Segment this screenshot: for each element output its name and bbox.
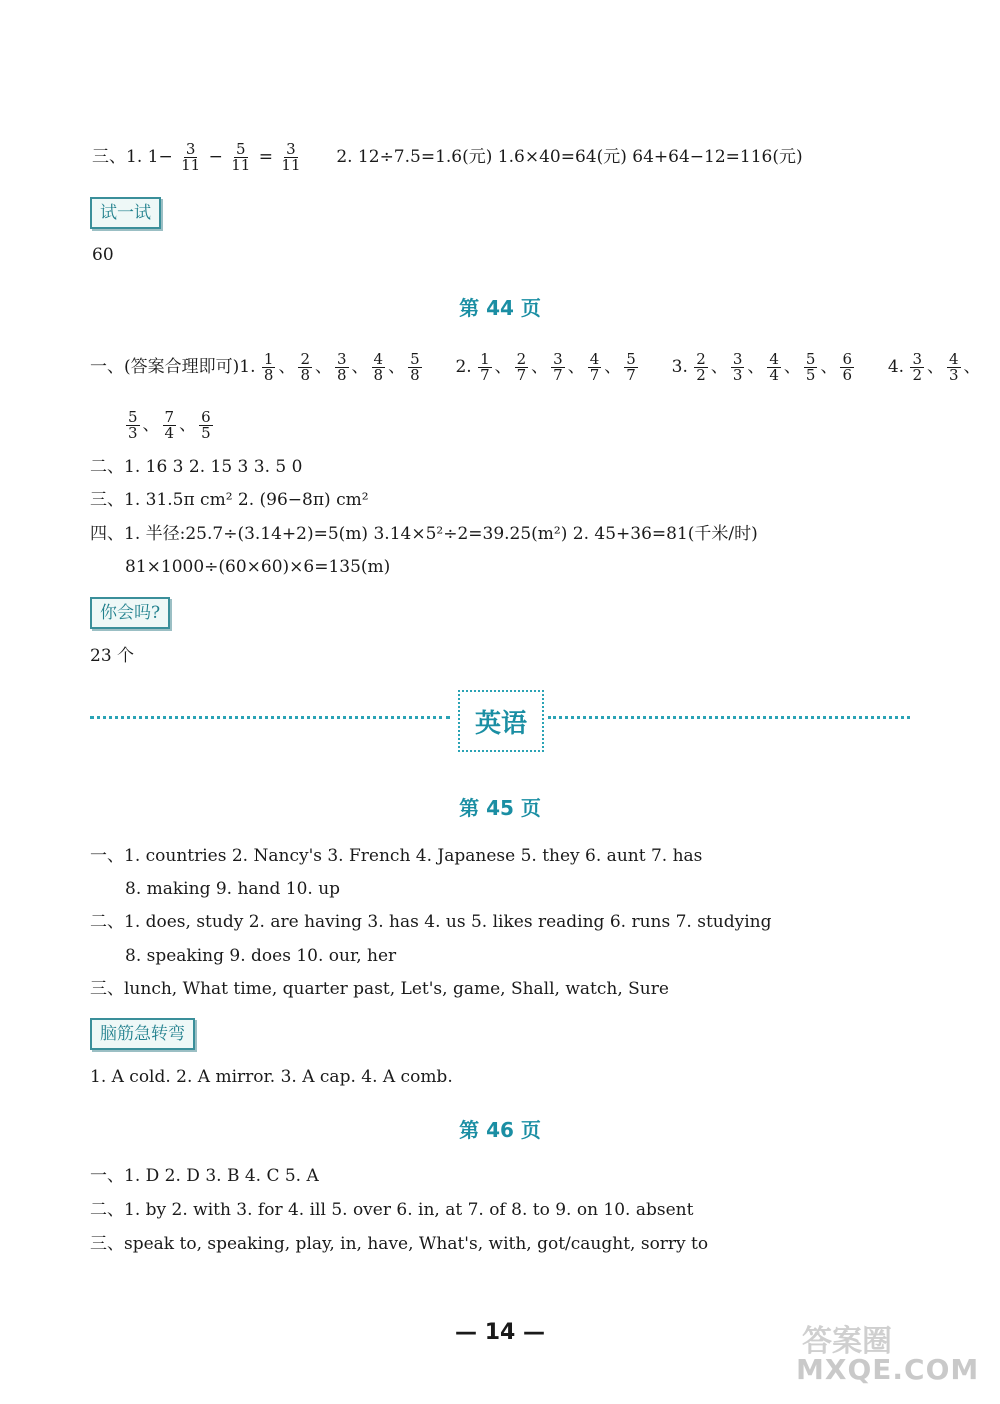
fraction: $\frac{5}{11}$ [231, 140, 251, 174]
watermark-url: MXQE.COM [796, 1353, 980, 1386]
p45-er-line1: 二、1. does, study 2. are having 3. has 4. us 5. likes reading 6. runs 7. studying [90, 912, 772, 932]
fraction: $\frac{4}{3}$ [949, 350, 959, 384]
english-subject-badge: 英语 [458, 690, 544, 752]
p45-yi-line1: 一、1. countries 2. Nancy's 3. French 4. Japanese 5. they 6. aunt 7. has [90, 846, 703, 866]
san-rest: 2. 12÷7.5=1.6(元) 1.6×40=64(元) 64+64−12=116(元) [336, 147, 803, 167]
p44-san: 三、1. 31.5π cm² 2. (96−8π) cm² [90, 490, 369, 510]
try-it-answer: 60 [92, 245, 114, 265]
minus-sign: − [208, 147, 223, 167]
fraction: $\frac{1}{7}$ [480, 350, 490, 384]
fraction: $\frac{4}{4}$ [769, 350, 779, 384]
equals-sign: = [258, 147, 273, 167]
page-46-title: 第 46 页 [459, 1118, 541, 1142]
p45-er-line2: 8. speaking 9. does 10. our, her [125, 946, 397, 966]
divider-right [548, 716, 910, 719]
riddle-box: 脑筋急转弯 [90, 1018, 195, 1050]
page-number: — 14 — [455, 1320, 545, 1345]
watermark-logo: 答案圈 [802, 1324, 892, 1359]
p44-yi-line1: 一、(答案合理即可)1. $\frac{1}{8}$ 、 $\frac{2}{8}$ 、 $\frac{3}{8}$ 、 $\frac{4}{8}$ 、 $\frac{5}{8}$ 2. $\frac{1}{7}$ 、 $\frac{2}{7}$ 、 $\frac{3}{7}$ 、 $\frac{4}{7}$ 、 $\frac{5}{7}$ 3. $\frac{2}{2}$ 、 $\frac{3}{3}$ 、 $\frac{4}{4}$ 、 $\frac{5}{5}$ 、 $\frac{6}{6}$ 4. $\frac{3}{2}$ 、 $\frac{4}{3}$ 、 [90, 350, 981, 384]
p46-san: 三、speak to, speaking, play, in, have, What's, with, got/caught, sorry to [90, 1234, 709, 1254]
q3-label: 3. [671, 357, 688, 377]
fraction: $\frac{1}{8}$ [263, 350, 274, 384]
try-it-box: 试一试 [90, 197, 161, 229]
fraction: $\frac{6}{5}$ [201, 408, 211, 442]
p44-si-line2: 81×1000÷(60×60)×6=135(m) [125, 557, 391, 577]
fraction: $\frac{5}{7}$ [626, 350, 636, 384]
riddle-answer: 1. A cold. 2. A mirror. 3. A cap. 4. A comb. [90, 1067, 453, 1087]
p44-yi-line2: $\frac{5}{3}$ 、 $\frac{7}{4}$ 、 $\frac{6}{5}$ [128, 408, 211, 442]
know-answer: 23 个 [90, 646, 135, 666]
fraction: $\frac{3}{2}$ [912, 350, 922, 384]
fraction: $\frac{2}{8}$ [300, 350, 310, 384]
p45-san: 三、lunch, What time, quarter past, Let's, game, Shall, watch, Sure [90, 979, 669, 999]
p46-yi: 一、1. D 2. D 3. B 4. C 5. A [90, 1166, 319, 1186]
q4-label: 4. [887, 357, 905, 377]
fraction: $\frac{4}{7}$ [589, 350, 600, 384]
page-44-title: 第 44 页 [459, 296, 541, 320]
fraction: $\frac{2}{2}$ [696, 350, 706, 384]
fraction: $\frac{4}{8}$ [373, 350, 384, 384]
yi-prefix: 一、(答案合理即可)1. [90, 357, 256, 377]
q2-label: 2. [455, 357, 472, 377]
know-box: 你会吗? [90, 597, 170, 629]
fraction: $\frac{7}{4}$ [164, 408, 175, 442]
san-label: 三、1. 1− [92, 147, 173, 167]
fraction: $\frac{3}{7}$ [553, 350, 563, 384]
p45-yi-line2: 8. making 9. hand 10. up [125, 879, 341, 899]
page-45-title: 第 45 页 [459, 796, 541, 820]
fraction: $\frac{2}{7}$ [516, 350, 527, 384]
fraction: $\frac{3}{11}$ [181, 140, 201, 174]
fraction: $\frac{6}{6}$ [842, 350, 852, 384]
watermark [792, 1316, 982, 1386]
fraction: $\frac{5}{8}$ [410, 350, 420, 384]
p44-si-line1: 四、1. 半径:25.7÷(3.14+2)=5(m) 3.14×5²÷2=39.25(m²) 2. 45+36=81(千米/时) [90, 524, 758, 544]
p46-er: 二、1. by 2. with 3. for 4. ill 5. over 6. in, at 7. of 8. to 9. on 10. absent [90, 1200, 694, 1220]
fraction: $\frac{3}{8}$ [336, 350, 347, 384]
divider-left [90, 716, 450, 719]
math-answer-san [92, 142, 803, 173]
fraction: $\frac{5}{3}$ [128, 408, 138, 442]
fraction: $\frac{5}{5}$ [805, 350, 816, 384]
p44-er: 二、1. 16 3 2. 15 3 3. 5 0 [90, 457, 303, 477]
fraction: $\frac{3}{3}$ [732, 350, 743, 384]
fraction: $\frac{3}{11}$ [281, 140, 301, 174]
